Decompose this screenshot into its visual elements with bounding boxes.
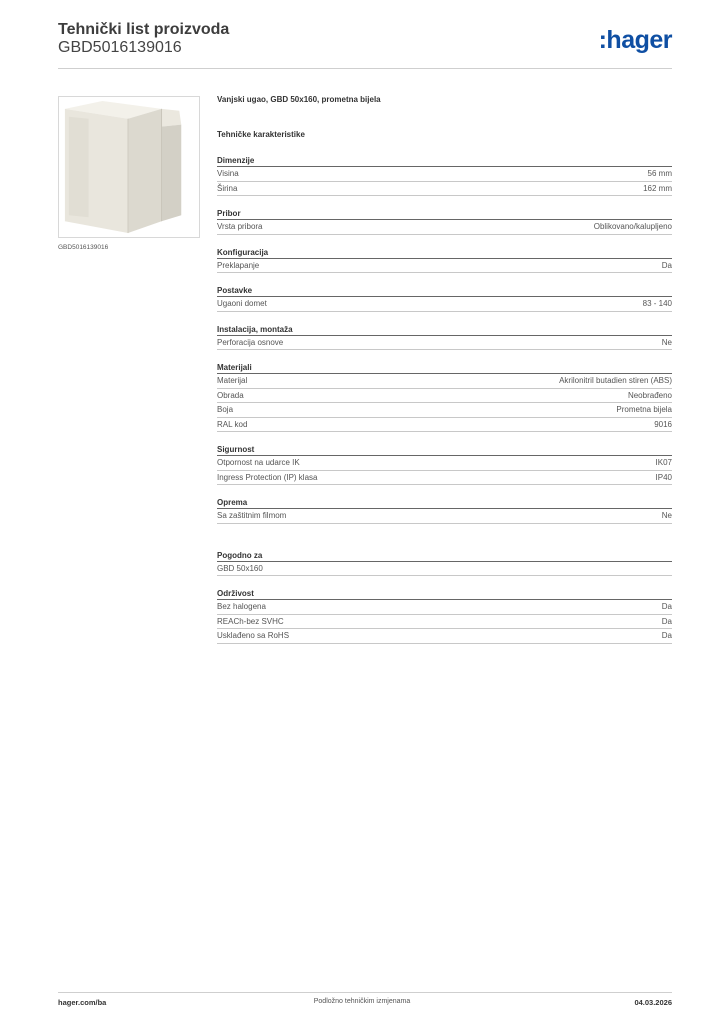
spec-label: Sa zaštitnim filmom xyxy=(217,511,287,520)
spec-value: IP40 xyxy=(655,472,672,482)
spec-value: Ne xyxy=(661,511,672,520)
spec-label: Širina xyxy=(217,183,238,193)
spec-value: Da xyxy=(661,631,672,640)
spec-section xyxy=(217,247,672,274)
spec-section xyxy=(217,324,672,351)
spec-section xyxy=(217,362,672,432)
spec-row xyxy=(217,297,672,312)
footer-website: hager.com/ba xyxy=(58,998,107,1007)
product-image xyxy=(58,96,200,238)
spec-content xyxy=(217,95,672,644)
spec-label: Bez halogena xyxy=(217,602,266,611)
spec-row xyxy=(217,471,672,486)
section-title: Oprema xyxy=(217,497,672,509)
spec-section xyxy=(217,550,672,577)
spec-row xyxy=(217,336,672,351)
spec-label: Perforacija osnove xyxy=(217,337,284,347)
spec-value: Da xyxy=(661,602,672,611)
spec-label: Ugaoni domet xyxy=(217,299,267,308)
spec-section xyxy=(217,155,672,196)
spec-row xyxy=(217,418,672,433)
spec-value: 162 mm xyxy=(643,183,672,193)
spec-row xyxy=(217,509,672,524)
spec-label: Obrada xyxy=(217,390,244,400)
spec-label: REACh-bez SVHC xyxy=(217,616,284,626)
spec-value: 56 mm xyxy=(647,169,672,178)
characteristics-heading: Tehničke karakteristike xyxy=(217,130,305,139)
spec-value: Prometna bijela xyxy=(616,405,672,414)
spec-value: Akrilonitril butadien stiren (ABS) xyxy=(559,376,672,385)
spec-row xyxy=(217,562,672,577)
spec-label: Ingress Protection (IP) klasa xyxy=(217,472,318,482)
spec-section xyxy=(217,588,672,644)
spec-label: GBD 50x160 xyxy=(217,563,263,573)
section-title: Sigurnost xyxy=(217,444,672,456)
spec-label: Vrsta pribora xyxy=(217,222,263,231)
spec-row xyxy=(217,182,672,197)
spec-value: Neobrađeno xyxy=(627,390,672,400)
spec-section xyxy=(217,285,672,312)
section-title: Održivost xyxy=(217,588,672,600)
spec-row xyxy=(217,600,672,615)
hager-logo: :hager xyxy=(598,26,672,54)
spec-row xyxy=(217,456,672,471)
spec-label: Materijal xyxy=(217,376,248,385)
product-angle-icon xyxy=(59,97,199,237)
spec-label: Usklađeno sa RoHS xyxy=(217,631,290,640)
section-title: Dimenzije xyxy=(217,155,672,167)
spec-value: Ne xyxy=(661,337,672,347)
spec-label: RAL kod xyxy=(217,419,248,429)
spec-label: Visina xyxy=(217,169,239,178)
product-code: GBD5016139016 xyxy=(58,39,182,56)
spec-value: Da xyxy=(661,260,672,270)
spec-section xyxy=(217,208,672,235)
section-title: Instalacija, montaža xyxy=(217,324,672,336)
product-description: Vanjski ugao, GBD 50x160, prometna bijela xyxy=(217,95,381,104)
footer-notice: Podložno tehničkim izmjenama xyxy=(313,998,411,1005)
spec-label: Boja xyxy=(217,405,234,414)
section-title: Materijali xyxy=(217,362,672,374)
section-title: Postavke xyxy=(217,285,672,297)
footer-date: 04.03.2026 xyxy=(634,998,672,1007)
spec-section xyxy=(217,497,672,524)
section-title: Pogodno za xyxy=(217,550,672,562)
spec-row xyxy=(217,615,672,630)
page-title: Tehnički list proizvoda xyxy=(58,21,230,38)
footer-divider xyxy=(58,992,672,993)
spec-row xyxy=(217,374,672,389)
spec-row xyxy=(217,389,672,404)
spec-row xyxy=(217,403,672,418)
image-caption: GBD5016139016 xyxy=(58,244,109,251)
section-title: Konfiguracija xyxy=(217,247,672,259)
spec-value: 9016 xyxy=(654,419,672,429)
header-divider xyxy=(58,68,672,69)
spec-row xyxy=(217,220,672,235)
spec-row xyxy=(217,259,672,274)
spec-row xyxy=(217,167,672,182)
spec-label: Otpornost na udarce IK xyxy=(217,458,300,467)
spec-label: Preklapanje xyxy=(217,260,260,270)
spec-value: Da xyxy=(661,616,672,626)
spec-row xyxy=(217,629,672,644)
spec-section xyxy=(217,444,672,485)
spec-sections xyxy=(217,155,672,644)
spec-value: Oblikovano/kalupljeno xyxy=(593,222,672,231)
spec-value: IK07 xyxy=(655,458,672,467)
section-title: Pribor xyxy=(217,208,672,220)
spec-value: 83 - 140 xyxy=(642,299,672,308)
